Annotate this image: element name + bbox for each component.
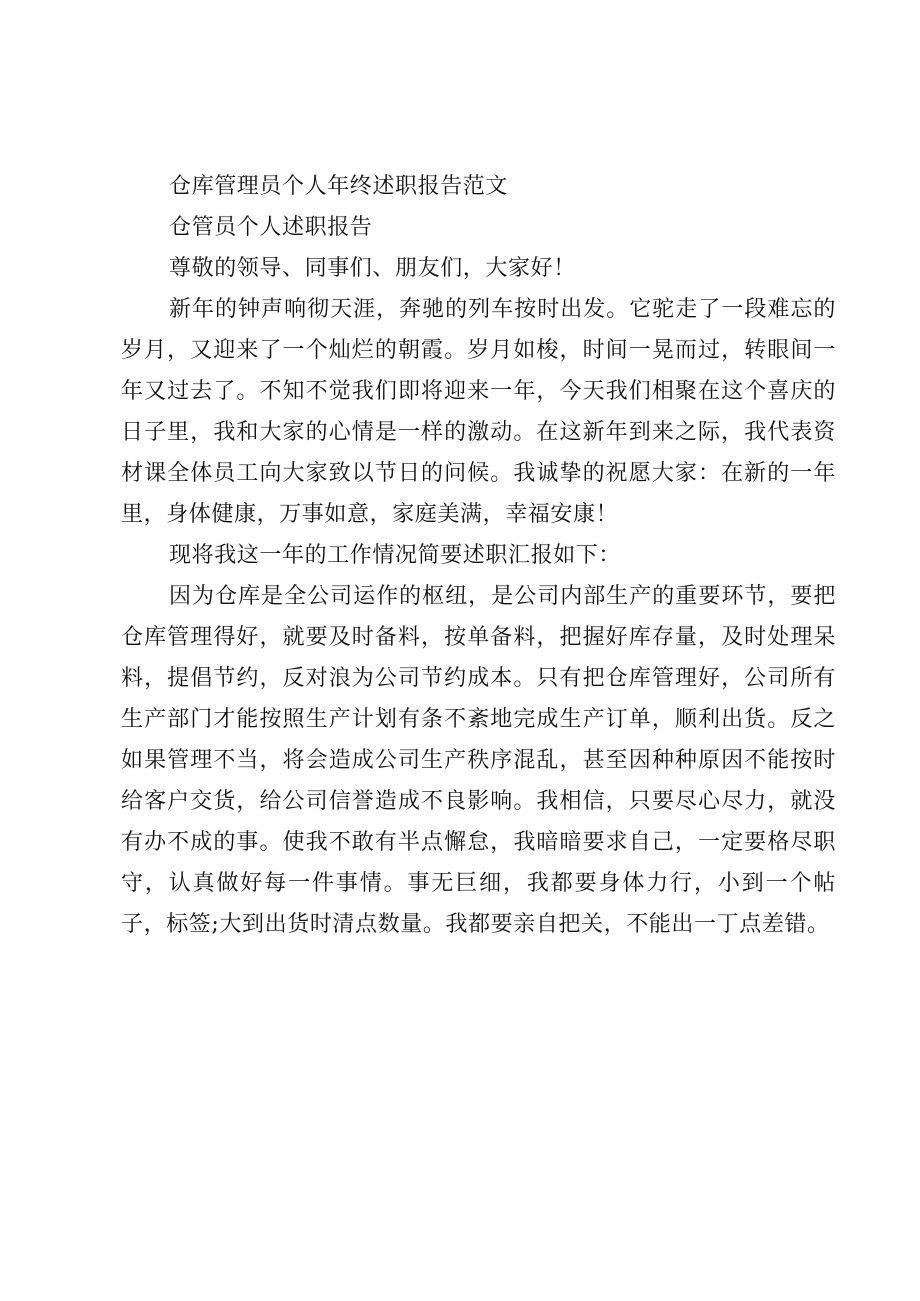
document-title: 仓库管理员个人年终述职报告范文 (169, 174, 509, 199)
paragraph-report-intro: 现将我这一年的工作情况简要述职汇报如下： (169, 543, 622, 568)
greeting: 尊敬的领导、同事们、朋友们，大家好！ (169, 256, 576, 281)
paragraph-warehouse-duties: 因为仓库是全公司运作的枢纽，是公司内部生产的重要环节，要把仓库管理得好，就要及时备料，按单备料，把握好库存量，及时处理呆料，提倡节约，反对浪为公司节约成本。只有把仓库管理好，公司所有生产部门才能按照生产计划有条不紊地完成生产订单，顺利出货。反之如果管理不当，将会造成公司生产秩序混乱，甚至因种种原因不能按时给客户交货，给公司信誉造成不良影响。我相信，只要尽心尽力，就没有办不成的事。使我不敢有半点懈怠，我暗暗要求自己，一定要格尽职守，认真做好每一件事情。事无巨细，我都要身体力行，小到一个帖子，标签;大到出货时清点数量。我都要亲自把关，不能出一丁点差错。 (121, 584, 836, 937)
document-subtitle: 仓管员个人述职报告 (169, 215, 373, 240)
document-body (121, 166, 836, 945)
paragraph-new-year: 新年的钟声响彻天涯，奔驰的列车按时出发。它驼走了一段难忘的岁月，又迎来了一个灿烂的朝霞。岁月如梭，时间一晃而过，转眼间一年又过去了。不知不觉我们即将迎来一年，今天我们相聚在这个喜庆的日子里，我和大家的心情是一样的激动。在这新年到来之际，我代表资材课全体员工向大家致以节日的问候。我诚挚的祝愿大家：在新的一年里，身体健康，万事如意，家庭美满，幸福安康！ (121, 297, 836, 527)
